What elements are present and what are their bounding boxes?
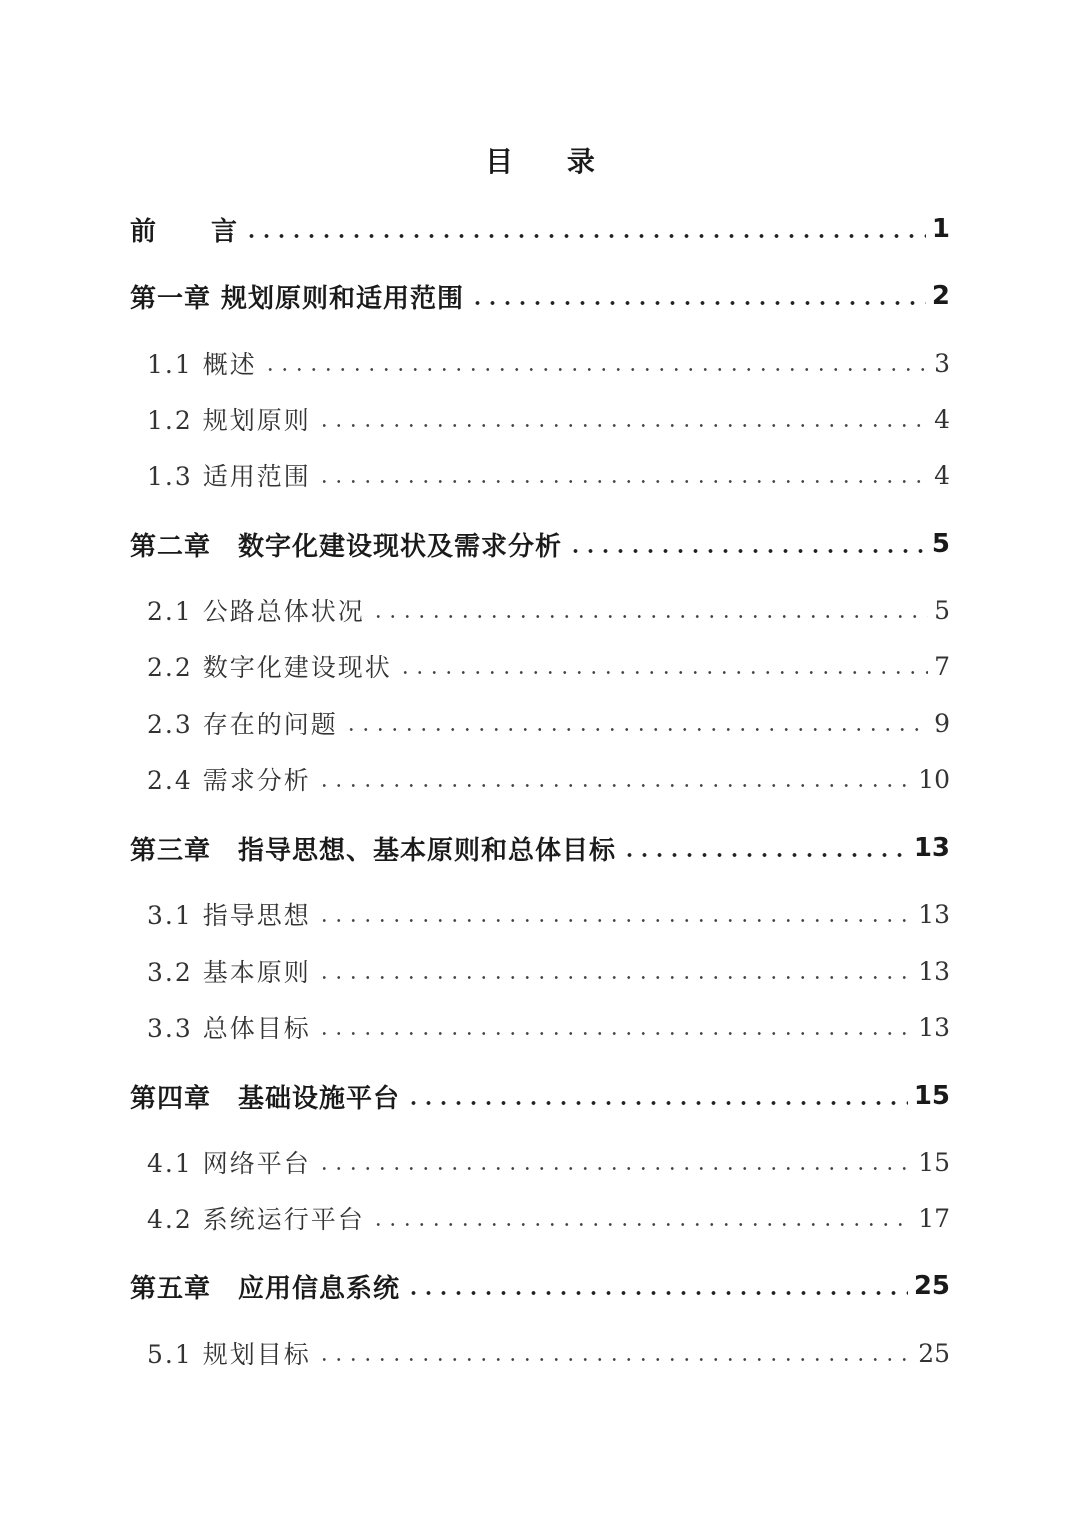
dot-leader [317, 951, 912, 991]
dot-leader [317, 1333, 912, 1373]
toc-entry-section-1-3[interactable] [147, 455, 950, 495]
toc-entry-chapter-3[interactable] [130, 828, 950, 868]
toc-entry-label: 第四章 基础设施平台 [130, 1083, 401, 1114]
toc-entry-section-3-3[interactable] [147, 1007, 950, 1047]
toc-entry-page: 3 [934, 348, 950, 378]
toc-entry-page: 10 [918, 764, 950, 794]
dot-leader [371, 1198, 912, 1238]
toc-entry-label: 第二章 数字化建设现状及需求分析 [130, 531, 563, 562]
toc-entry-label: 3.3 总体目标 [147, 1014, 311, 1043]
dot-leader [317, 1007, 912, 1047]
toc-entry-page: 25 [913, 1271, 950, 1301]
toc-entry-label: 前 言 [130, 216, 239, 247]
toc-entry-section-5-1[interactable] [147, 1333, 950, 1373]
toc-entry-section-1-1[interactable] [147, 343, 950, 383]
toc-entry-chapter-2[interactable] [130, 524, 950, 564]
toc-entry-page: 13 [918, 899, 950, 929]
toc-entry-label: 第三章 指导思想、基本原则和总体目标 [130, 835, 617, 866]
dot-leader [317, 399, 928, 439]
toc-entry-page: 13 [918, 956, 950, 986]
toc-entry-page: 13 [913, 833, 950, 863]
toc-entry-section-4-2[interactable] [147, 1198, 950, 1238]
toc-entry-page: 15 [918, 1147, 950, 1177]
toc-entry-section-1-2[interactable] [147, 399, 950, 439]
dot-leader [244, 209, 926, 249]
dot-leader [406, 1266, 908, 1306]
toc-entry-section-3-2[interactable] [147, 951, 950, 991]
toc-entry-chapter-4[interactable] [130, 1076, 950, 1116]
toc-entry-section-2-2[interactable] [147, 646, 950, 686]
toc-entry-section-3-1[interactable] [147, 894, 950, 934]
toc-entry-label: 1.1 概述 [147, 350, 257, 379]
dot-leader [317, 894, 912, 934]
dot-leader [568, 524, 926, 564]
toc-entry-label: 2.2 数字化建设现状 [147, 653, 392, 682]
toc-entry-page: 13 [918, 1012, 950, 1042]
toc-entry-chapter-5[interactable] [130, 1266, 950, 1306]
dot-leader [622, 828, 908, 868]
toc-entry-page: 17 [918, 1203, 950, 1233]
dot-leader [317, 455, 928, 495]
toc-entry-page: 25 [918, 1338, 950, 1368]
dot-leader [398, 646, 928, 686]
toc-entry-label: 第五章 应用信息系统 [130, 1273, 401, 1304]
toc-entry-label: 5.1 规划目标 [147, 1340, 311, 1369]
toc-entry-chapter-1[interactable] [130, 276, 950, 316]
toc-title: 目 录 [485, 145, 617, 178]
toc-entry-label: 2.4 需求分析 [147, 766, 311, 795]
toc-entry-label: 1.3 适用范围 [147, 462, 311, 491]
toc-entry-label: 1.2 规划原则 [147, 406, 311, 435]
toc-entry-label: 2.3 存在的问题 [147, 710, 338, 739]
toc-entry-page: 4 [934, 404, 950, 434]
toc-entry-page: 4 [934, 460, 950, 490]
toc-entry-page: 5 [934, 595, 950, 625]
toc-entry-label: 4.2 系统运行平台 [147, 1205, 365, 1234]
dot-leader [344, 703, 928, 743]
toc-entry-label: 4.1 网络平台 [147, 1149, 311, 1178]
toc-entry-section-2-1[interactable] [147, 590, 950, 630]
toc-entry-page: 1 [931, 214, 950, 244]
dot-leader [406, 1076, 908, 1116]
dot-leader [317, 1142, 912, 1182]
toc-entry-page: 7 [934, 651, 950, 681]
dot-leader [371, 590, 928, 630]
dot-leader [263, 343, 928, 383]
toc-entry-label: 3.2 基本原则 [147, 958, 311, 987]
toc-entry-label: 2.1 公路总体状况 [147, 597, 365, 626]
dot-leader [470, 276, 926, 316]
toc-entry-section-2-3[interactable] [147, 703, 950, 743]
toc-entry-page: 9 [934, 708, 950, 738]
toc-entry-label: 3.1 指导思想 [147, 901, 311, 930]
toc-entry-section-4-1[interactable] [147, 1142, 950, 1182]
toc-entry-label: 第一章 规划原则和适用范围 [130, 283, 465, 314]
dot-leader [317, 759, 912, 799]
toc-entry-section-2-4[interactable] [147, 759, 950, 799]
toc-entry-preface[interactable] [130, 209, 950, 249]
toc-entry-page: 5 [931, 529, 950, 559]
toc-entry-page: 15 [913, 1081, 950, 1111]
toc-entry-page: 2 [931, 281, 950, 311]
